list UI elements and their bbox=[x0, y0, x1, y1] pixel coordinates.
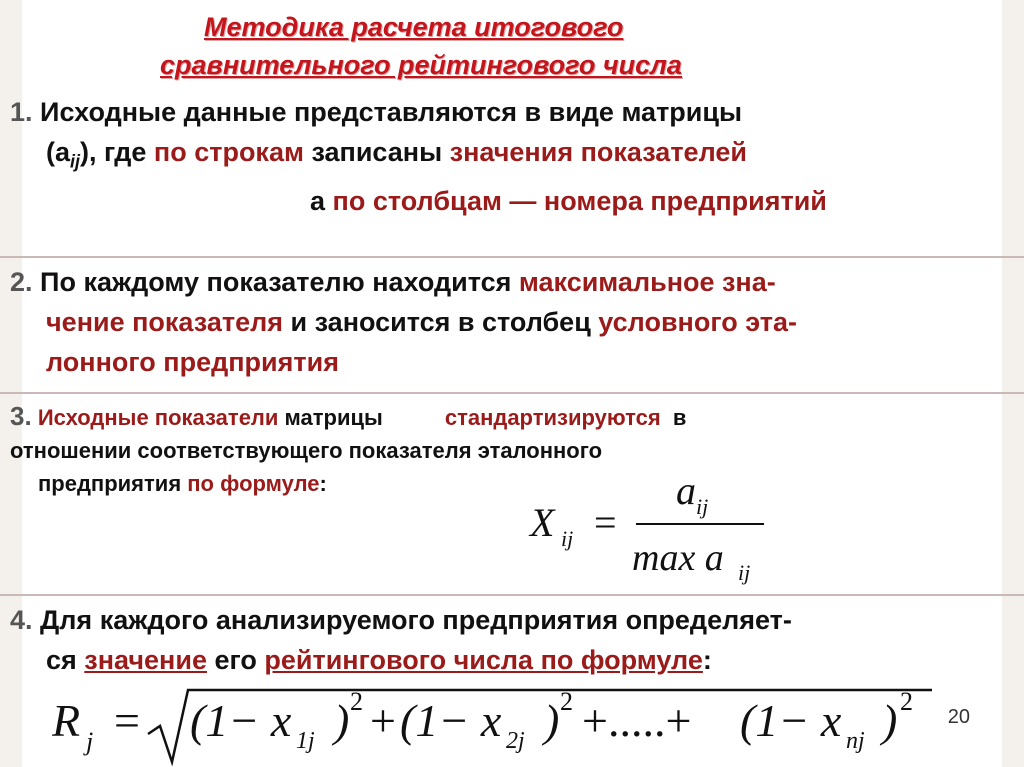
formula2-lhs: R bbox=[52, 695, 81, 746]
step-2-reference-highlight: условного эта- bbox=[598, 307, 798, 337]
formula2-term3-sup: 2 bbox=[900, 687, 913, 716]
step-1-text-e: а bbox=[310, 186, 333, 217]
formula1-numerator-sub: ij bbox=[696, 494, 709, 519]
formula1-equals: = bbox=[594, 500, 617, 545]
formula2-lhs-sub: j bbox=[86, 727, 94, 756]
step-4-number: 4. bbox=[10, 605, 33, 635]
step-3 bbox=[10, 400, 1000, 500]
step-4-value-highlight: значение bbox=[84, 645, 207, 675]
title-line-2: сравнительного рейтингового числа bbox=[160, 50, 682, 80]
step-2-text-b: и заносится в столбец bbox=[283, 307, 599, 337]
slide-title bbox=[160, 8, 860, 84]
title-line-1: Методика расчета итогового bbox=[204, 12, 624, 42]
step-4-colon: : bbox=[702, 645, 712, 675]
step-2-max-highlight: максимальное зна- bbox=[518, 267, 776, 297]
formula1-lhs: X bbox=[530, 500, 555, 545]
step-3-colon: : bbox=[319, 471, 327, 496]
formula2-term3-sub: nj bbox=[846, 728, 865, 754]
standardization-formula bbox=[528, 478, 788, 598]
formula2-term1-close: ) bbox=[334, 695, 350, 746]
right-margin-strip bbox=[1002, 0, 1024, 767]
step-3-source-highlight: Исходные показатели bbox=[37, 405, 279, 430]
step-4-rating-highlight: рейтингового числа по формуле bbox=[264, 645, 703, 675]
formula2-term2: (1− x bbox=[400, 695, 502, 746]
formula1-lhs-sub: ij bbox=[561, 526, 574, 551]
formula2-term1-sup: 2 bbox=[350, 687, 363, 716]
step-3-text-a: матрицы bbox=[278, 405, 383, 430]
step-2-enterprise-highlight: лонного предприятия bbox=[46, 347, 339, 377]
step-1-number: 1. bbox=[10, 97, 33, 127]
formula1-denominator: max a bbox=[632, 537, 724, 579]
step-3-number: 3. bbox=[10, 401, 32, 431]
step-1 bbox=[10, 92, 1000, 221]
separator-1 bbox=[0, 256, 1024, 258]
step-1-text-b: (a bbox=[46, 137, 71, 167]
step-1-columns-highlight: по столбцам — номера предприятий bbox=[332, 186, 827, 217]
rating-formula bbox=[52, 686, 932, 766]
step-3-formula-highlight: по формуле bbox=[187, 471, 320, 496]
step-2-value-highlight: чение показателя bbox=[46, 307, 284, 337]
formula2-term2-sup: 2 bbox=[560, 687, 573, 716]
step-1-text-d: записаны bbox=[303, 137, 450, 167]
step-1-values-highlight: значения показателей bbox=[449, 137, 747, 167]
step-3-standardize-highlight: стандартизируются bbox=[444, 405, 661, 430]
step-3-text-b: в bbox=[672, 405, 687, 430]
formula2-term2-sub: 2j bbox=[506, 728, 525, 754]
page-number: 20 bbox=[947, 706, 970, 728]
step-4-text-c: его bbox=[206, 645, 265, 675]
step-1-rows-highlight: по строкам bbox=[153, 137, 304, 167]
step-1-text-a: Исходные данные представляются в виде матрицы bbox=[40, 97, 743, 127]
separator-3 bbox=[0, 594, 1024, 596]
step-3-text-d: предприятия bbox=[38, 471, 188, 496]
step-2-number: 2. bbox=[10, 267, 33, 297]
formula2-equals: = bbox=[114, 695, 140, 746]
step-1-subscript: ij bbox=[70, 151, 81, 172]
formula1-numerator: a bbox=[676, 478, 696, 513]
step-2 bbox=[10, 262, 1000, 382]
formula2-term2-close: ) bbox=[544, 695, 560, 746]
formula2-term1-sub: 1j bbox=[296, 728, 315, 754]
formula2-term3-close: ) bbox=[882, 695, 898, 746]
step-4-text-b: ся bbox=[46, 645, 85, 675]
formula1-denominator-sub: ij bbox=[738, 560, 751, 585]
formula2-term1: (1− x bbox=[190, 695, 292, 746]
step-4-text-a: Для каждого анализируемого предприятия определяет- bbox=[40, 605, 792, 635]
step-4 bbox=[10, 600, 1000, 680]
formula2-dots: +.....+ bbox=[582, 695, 692, 746]
formula2-plus-1: + bbox=[370, 695, 396, 746]
step-1-text-c: ), где bbox=[80, 137, 154, 167]
step-3-text-c: отношении соответствующего показателя эталонного bbox=[10, 438, 603, 463]
separator-2 bbox=[0, 392, 1024, 394]
formula2-term3: (1− x bbox=[740, 695, 842, 746]
step-2-text-a: По каждому показателю находится bbox=[40, 267, 519, 297]
